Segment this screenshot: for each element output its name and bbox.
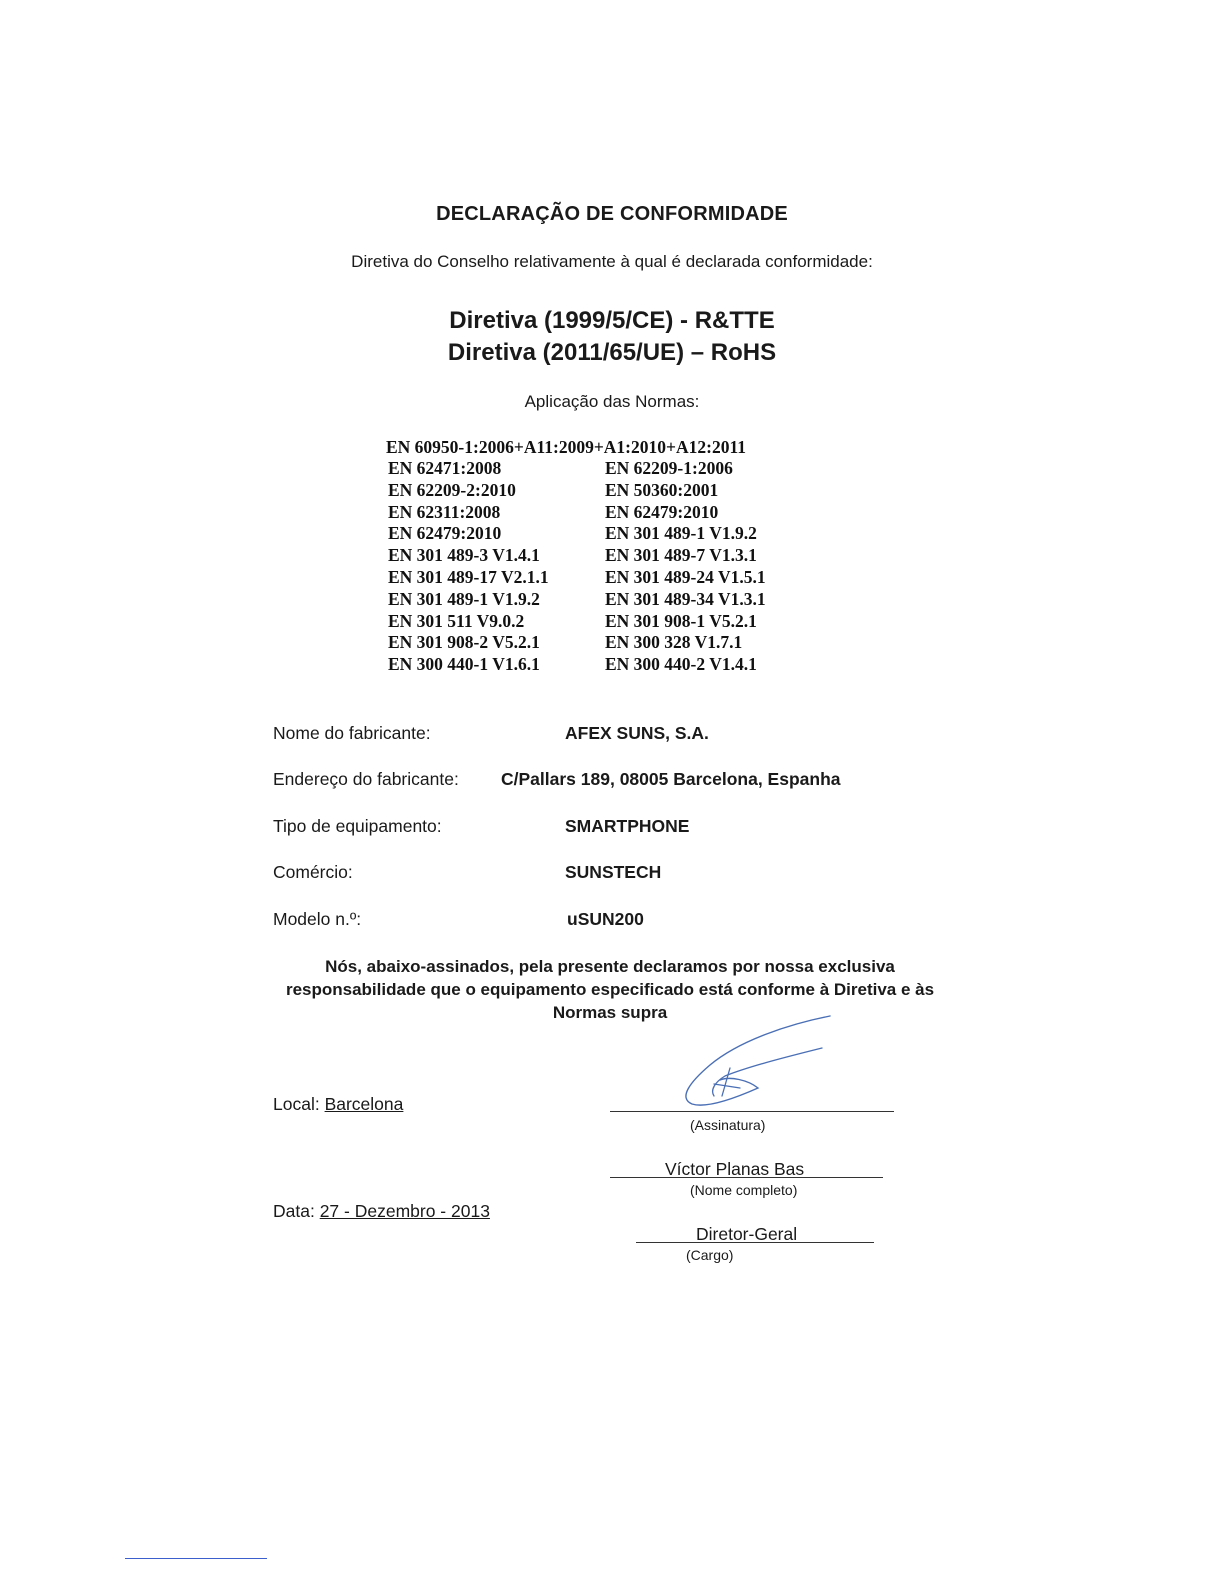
manufacturer-name-label: Nome do fabricante: [273, 723, 431, 743]
norm-item: EN 301 908-2 V5.2.1 [388, 632, 540, 653]
norm-item: EN 301 489-1 V1.9.2 [605, 523, 757, 544]
norm-item: EN 301 489-34 V1.3.1 [605, 588, 766, 609]
norm-item: EN 62479:2010 [388, 523, 502, 544]
position-line [636, 1242, 874, 1243]
full-name-value: Víctor Planas Bas [665, 1159, 805, 1179]
document-subtitle: Diretiva do Conselho relativamente à qual é declarada conformidade: [351, 252, 873, 271]
document-title: DECLARAÇÃO DE CONFORMIDADE [436, 203, 788, 225]
norm-item: EN 62209-1:2006 [605, 458, 733, 478]
norms-right-column [605, 458, 766, 676]
norm-item: EN 301 489-1 V1.9.2 [388, 588, 540, 609]
place-field [273, 1094, 403, 1115]
manufacturer-address-value: C/Pallars 189, 08005 Barcelona, Espanha [501, 769, 841, 789]
norm-item: EN 301 908-1 V5.2.1 [605, 610, 757, 631]
norms-left-column [388, 458, 549, 676]
full-name-line [610, 1177, 883, 1178]
footnote-rule [125, 1558, 267, 1559]
model-value: uSUN200 [567, 909, 644, 929]
norm-item: EN 62311:2008 [388, 501, 501, 522]
norm-item: EN 301 489-3 V1.4.1 [388, 545, 540, 566]
normas-heading: Aplicação das Normas: [524, 392, 700, 411]
position-value: Diretor-Geral [696, 1224, 798, 1244]
signature-line [610, 1111, 894, 1112]
date-label: Data: [273, 1201, 315, 1221]
signature-caption: (Assinatura) [690, 1117, 766, 1133]
norm-full-line: EN 60950-1:2006+A11:2009+A1:2010+A12:2011 [386, 437, 746, 457]
norm-item: EN 301 489-24 V1.5.1 [605, 566, 766, 587]
norm-item: EN 300 440-2 V1.4.1 [605, 654, 757, 675]
directive-rohs: Diretiva (2011/65/UE) – RoHS [447, 339, 777, 366]
norm-item: EN 50360:2001 [605, 479, 719, 500]
place-label: Local: [273, 1094, 320, 1114]
equipment-type-label: Tipo de equipamento: [273, 816, 442, 836]
manufacturer-name-value: AFEX SUNS, S.A. [565, 723, 709, 743]
date-value: 27 - Dezembro - 2013 [319, 1201, 490, 1221]
place-value: Barcelona [324, 1094, 404, 1114]
position-caption: (Cargo) [686, 1247, 734, 1263]
norm-item: EN 300 440-1 V1.6.1 [388, 654, 540, 675]
norm-item: EN 62209-2:2010 [388, 479, 516, 500]
full-name-caption: (Nome completo) [690, 1182, 798, 1198]
norm-item: EN 301 511 V9.0.2 [388, 610, 525, 631]
trade-value: SUNSTECH [565, 862, 662, 882]
equipment-type-value: SMARTPHONE [565, 816, 690, 836]
norm-item: EN 301 489-7 V1.3.1 [605, 545, 757, 566]
date-field [273, 1201, 490, 1222]
norm-item: EN 62479:2010 [605, 501, 719, 522]
trade-label: Comércio: [273, 862, 353, 882]
norm-item: EN 62471:2008 [388, 458, 502, 478]
manufacturer-address-label: Endereço do fabricante: [273, 769, 459, 789]
declaration-statement: Nós, abaixo-assinados, pela presente declaramos por nossa exclusiva responsabilidade que o equipamento especificado está conforme à Diretiva e às Normas supra [285, 957, 935, 1022]
norm-item: EN 300 328 V1.7.1 [605, 632, 743, 653]
signature-image [670, 1010, 840, 1110]
directive-rtte: Diretiva (1999/5/CE) - R&TTE [449, 307, 775, 334]
model-label: Modelo n.º: [273, 909, 362, 929]
norm-item: EN 301 489-17 V2.1.1 [388, 566, 549, 587]
